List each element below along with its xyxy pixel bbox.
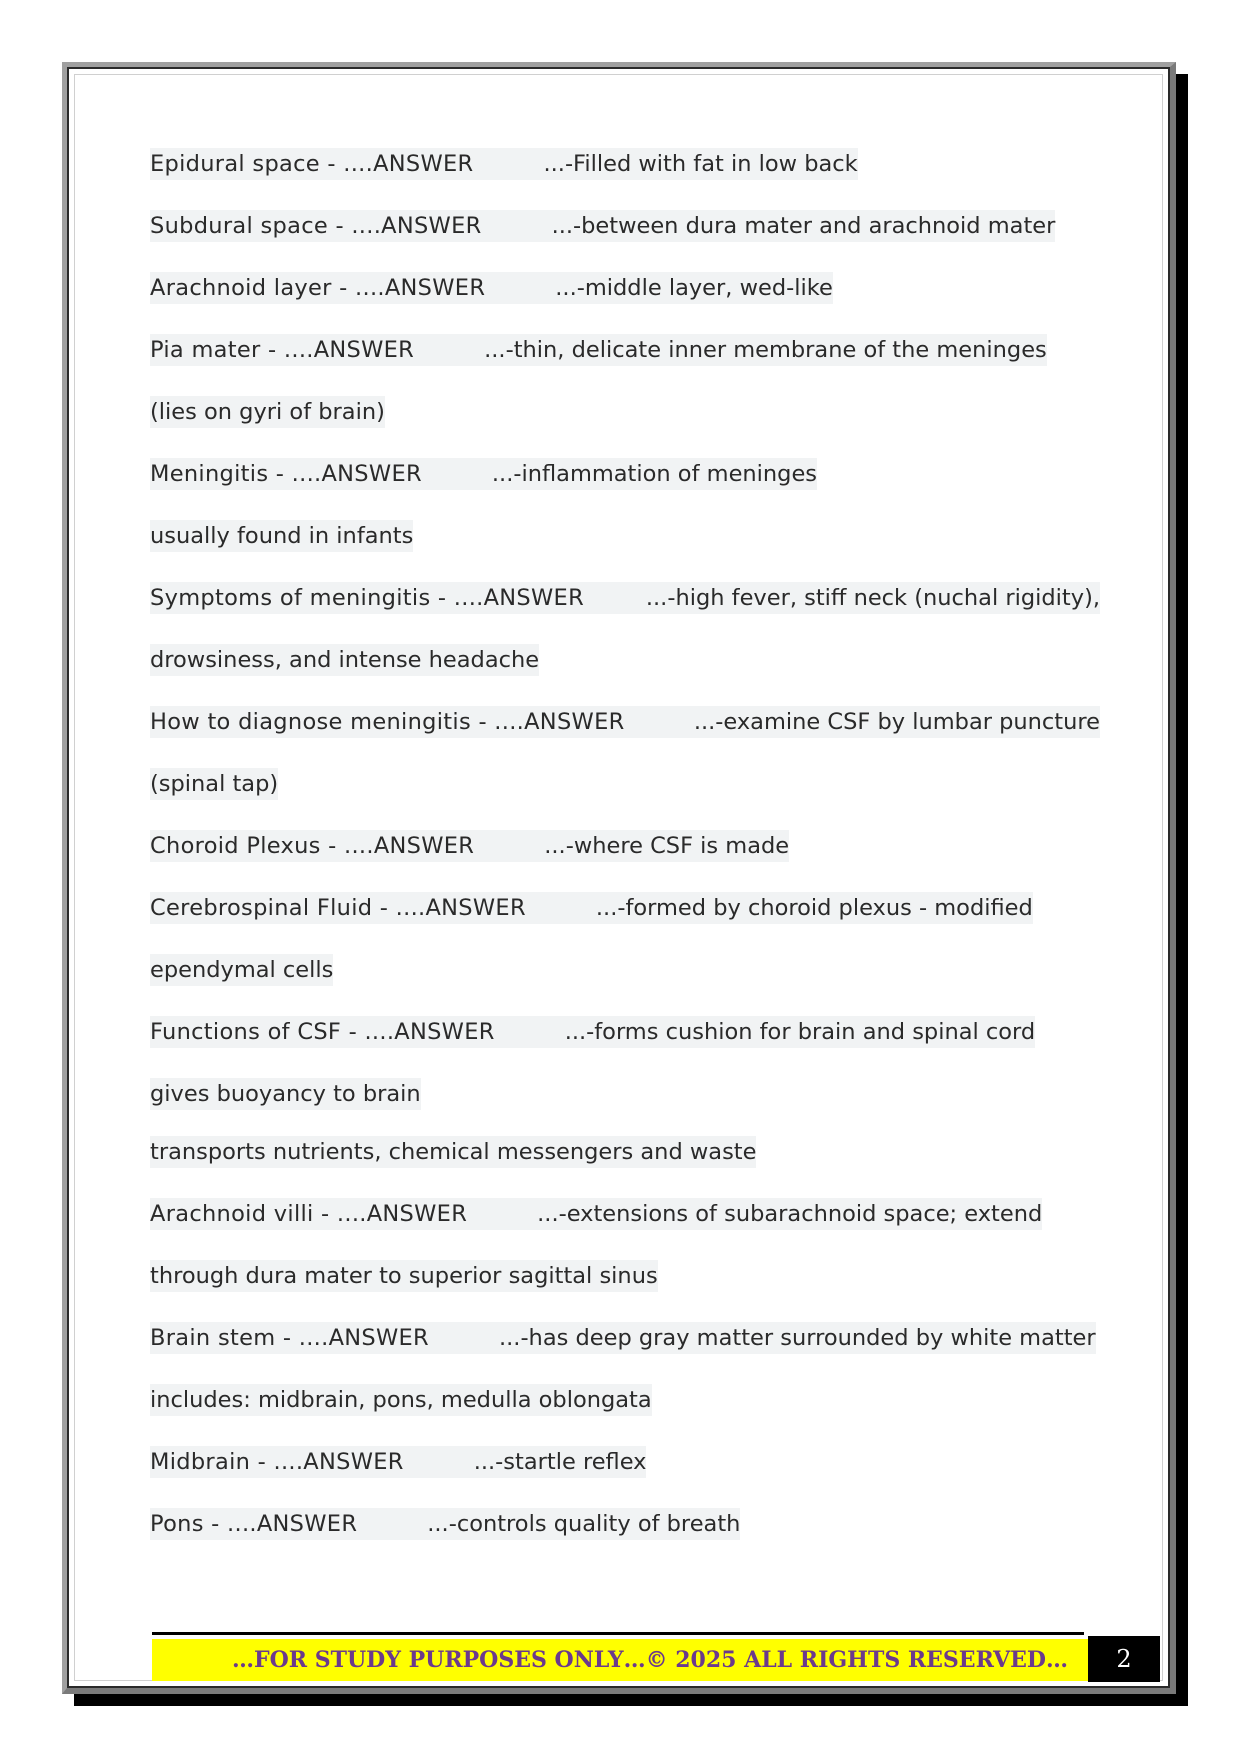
flashcard-answer-continuation	[150, 954, 1100, 1016]
flashcard-entry	[150, 1322, 1100, 1384]
flashcard-answer: ...-controls quality of breath	[427, 1508, 740, 1540]
flashcard-answer-continuation	[150, 644, 1100, 706]
flashcard-answer: ...-forms cushion for brain and spinal cord	[565, 1016, 1036, 1048]
flashcard-entry	[150, 582, 1100, 644]
page-number: 2	[1116, 1645, 1132, 1673]
flashcard-answer: ...-middle layer, wed-like	[555, 272, 833, 304]
flashcard-entry	[150, 1446, 1100, 1508]
flashcard-term: Brain stem - ....ANSWER	[150, 1322, 429, 1354]
flashcard-answer: ...-between dura mater and arachnoid mater	[552, 210, 1056, 242]
flashcard-answer: ...-thin, delicate inner membrane of the meninges	[484, 334, 1047, 366]
flashcard-term: How to diagnose meningitis - ....ANSWER	[150, 706, 625, 738]
flashcard-term: Pia mater - ....ANSWER	[150, 334, 414, 366]
continuation-text: drowsiness, and intense headache	[150, 644, 539, 676]
continuation-text: (spinal tap)	[150, 768, 278, 800]
flashcard-term: Epidural space - ....ANSWER	[150, 148, 473, 180]
answer-gap	[485, 272, 555, 304]
answer-gap	[473, 148, 543, 180]
continuation-text: (lies on gyri of brain)	[150, 396, 385, 428]
flashcard-term: Arachnoid villi - ....ANSWER	[150, 1198, 467, 1230]
flashcard-answer: ...-formed by choroid plexus - modified	[596, 892, 1033, 924]
continuation-text: usually found in infants	[150, 520, 413, 552]
flashcard-entry	[150, 1198, 1100, 1260]
flashcard-answer-continuation	[150, 396, 1100, 458]
flashcard-answer-continuation	[150, 1384, 1100, 1446]
flashcard-answer: ...-startle reflex	[474, 1446, 647, 1478]
flashcard-term: Pons - ....ANSWER	[150, 1508, 357, 1540]
continuation-text: through dura mater to superior sagittal sinus	[150, 1260, 658, 1292]
flashcard-entry	[150, 1016, 1100, 1078]
flashcard-answer: ...-Filled with fat in low back	[543, 148, 857, 180]
footer-band	[152, 1639, 1088, 1681]
flashcard-answer: ...-inflammation of meninges	[492, 458, 817, 490]
page-number-box	[1088, 1636, 1160, 1682]
flashcard-answer-continuation	[150, 768, 1100, 830]
flashcard-term: Meningitis - ....ANSWER	[150, 458, 422, 490]
answer-gap	[414, 334, 484, 366]
answer-gap	[467, 1198, 537, 1230]
answer-gap	[357, 1508, 427, 1540]
continuation-text: includes: midbrain, pons, medulla oblongata	[150, 1384, 652, 1416]
flashcard-term: Symptoms of meningitis - ....ANSWER	[150, 582, 584, 614]
flashcard-answer: ...-has deep gray matter surrounded by white matter	[499, 1322, 1096, 1354]
flashcard-entry	[150, 1508, 1100, 1570]
flashcard-answer: ...-where CSF is made	[544, 830, 789, 862]
flashcard-answer-continuation	[150, 520, 1100, 582]
answer-gap	[474, 830, 544, 862]
flashcard-answer: ...-examine CSF by lumbar puncture	[694, 706, 1100, 738]
continuation-text: ependymal cells	[150, 954, 333, 986]
flashcard-answer-continuation	[150, 1078, 1100, 1136]
answer-gap	[584, 582, 646, 614]
flashcard-entry	[150, 334, 1100, 396]
answer-gap	[404, 1446, 474, 1478]
flashcard-entry	[150, 458, 1100, 520]
answer-gap	[495, 1016, 565, 1048]
flashcard-list	[150, 148, 1100, 1570]
flashcard-term: Cerebrospinal Fluid - ....ANSWER	[150, 892, 526, 924]
footer-text: …FOR STUDY PURPOSES ONLY…© 2025 ALL RIGHTS RESERVED…	[232, 1647, 1068, 1673]
flashcard-entry	[150, 210, 1100, 272]
flashcard-term: Arachnoid layer - ....ANSWER	[150, 272, 485, 304]
answer-gap	[429, 1322, 499, 1354]
answer-gap	[422, 458, 492, 490]
flashcard-answer-continuation	[150, 1260, 1100, 1322]
flashcard-term: Choroid Plexus - ....ANSWER	[150, 830, 474, 862]
flashcard-entry	[150, 272, 1100, 334]
flashcard-term: Midbrain - ....ANSWER	[150, 1446, 404, 1478]
answer-gap	[526, 892, 596, 924]
flashcard-answer: ...-extensions of subarachnoid space; extend	[537, 1198, 1042, 1230]
flashcard-term: Subdural space - ....ANSWER	[150, 210, 482, 242]
flashcard-entry	[150, 148, 1100, 210]
flashcard-term: Functions of CSF - ....ANSWER	[150, 1016, 495, 1048]
answer-gap	[625, 706, 694, 738]
footer-rule	[152, 1632, 1084, 1635]
flashcard-answer: ...-high fever, stiff neck (nuchal rigidity),	[646, 582, 1100, 614]
answer-gap	[482, 210, 552, 242]
flashcard-entry	[150, 706, 1100, 768]
flashcard-answer-continuation	[150, 1136, 1100, 1198]
flashcard-entry	[150, 830, 1100, 892]
flashcard-entry	[150, 892, 1100, 954]
continuation-text: transports nutrients, chemical messengers and waste	[150, 1136, 756, 1168]
continuation-text: gives buoyancy to brain	[150, 1078, 421, 1110]
